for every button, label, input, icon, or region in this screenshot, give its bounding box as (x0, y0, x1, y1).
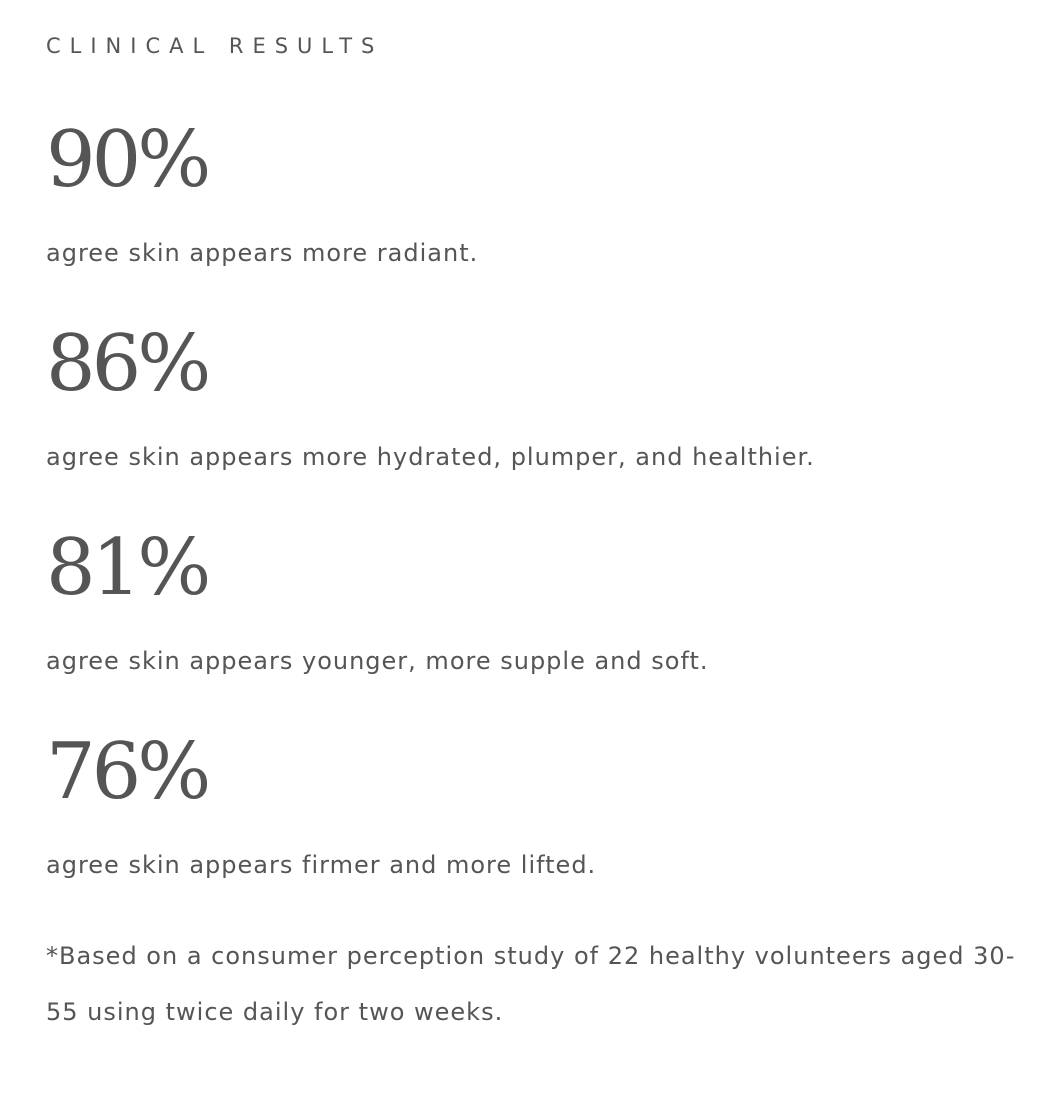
stat-description: agree skin appears firmer and more lifted. (46, 851, 597, 879)
section-eyebrow: CLINICAL RESULTS (46, 34, 384, 58)
stat-description: agree skin appears younger, more supple and soft. (46, 647, 709, 675)
stat-value: 81% (46, 523, 208, 613)
stat-description: agree skin appears more radiant. (46, 239, 479, 267)
stat-description: agree skin appears more hydrated, plumper, and healthier. (46, 443, 815, 471)
study-footnote: *Based on a consumer perception study of 22 healthy volunteers aged 30-55 using twice daily for two weeks. (46, 942, 1016, 1026)
stat-value: 76% (46, 727, 208, 817)
stat-value: 90% (46, 115, 208, 205)
stat-value: 86% (46, 319, 208, 409)
